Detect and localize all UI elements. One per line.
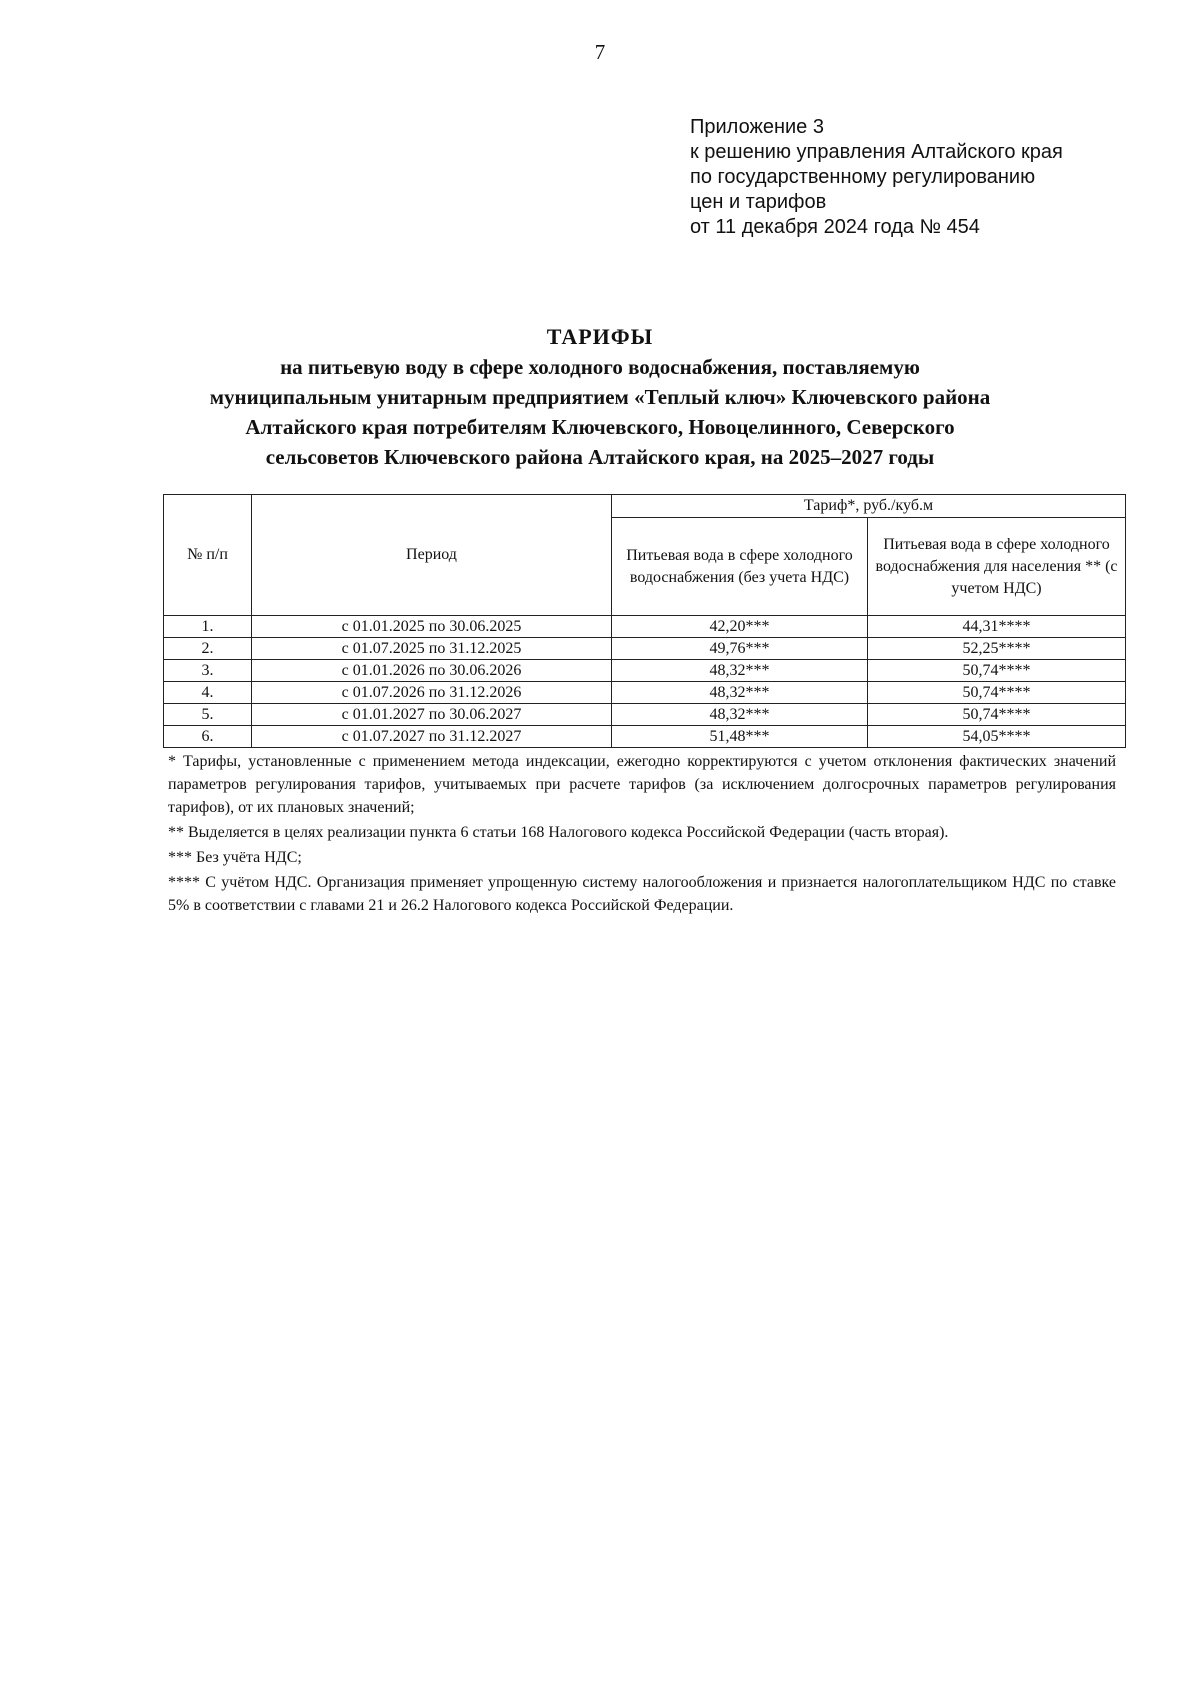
cell-tariff-a: 51,48*** — [612, 726, 868, 748]
footnote: **** С учётом НДС. Организация применяет упрощенную систему налогообложения и признается налогоплательщиком НДС по ставке 5% в соответствии с главами 21 и 26.2 Налогового кодекса Российской Федерации. — [168, 874, 1116, 914]
title-line: муниципальным унитарным предприятием «Теплый ключ» Ключевского района — [209, 385, 991, 409]
header-tariff: Тариф*, руб./куб.м — [612, 495, 1126, 518]
appendix-block — [690, 115, 1160, 240]
footnotes — [168, 750, 1116, 917]
appendix-line: цен и тарифов — [690, 191, 827, 213]
cell-tariff-a: 48,32*** — [612, 704, 868, 726]
cell-period: с 01.01.2026 по 30.06.2026 — [252, 660, 612, 682]
cell-tariff-a: 49,76*** — [612, 638, 868, 660]
table-row — [164, 726, 1126, 748]
title-line: Алтайского края потребителям Ключевского, Новоцелинного, Северского — [245, 415, 955, 439]
footnote: ** Выделяется в целях реализации пункта 6 статьи 168 Налогового кодекса Российской Федерации (часть вторая). — [168, 824, 949, 841]
cell-tariff-b: 52,25**** — [868, 638, 1126, 660]
table-row — [164, 638, 1126, 660]
header-period: Период — [252, 495, 612, 616]
footnote: * Тарифы, установленные с применением метода индексации, ежегодно корректируются с учетом отклонения фактических значений параметров регулирования тарифов, учитываемых при расчете тарифов (за исключением долгосрочных параметров регулирования тарифов), от их плановых значений; — [168, 753, 1116, 816]
cell-tariff-a: 48,32*** — [612, 682, 868, 704]
cell-num: 5. — [164, 704, 252, 726]
title-main: ТАРИФЫ — [546, 324, 654, 349]
tariff-table — [163, 494, 1126, 748]
appendix-line: от 11 декабря 2024 года № 454 — [690, 216, 980, 238]
cell-period: с 01.01.2025 по 30.06.2025 — [252, 616, 612, 638]
cell-tariff-b: 50,74**** — [868, 682, 1126, 704]
cell-num: 3. — [164, 660, 252, 682]
header-col-b: Питьевая вода в сфере холодного водоснабжения для населения ** (с учетом НДС) — [868, 518, 1126, 616]
cell-num: 1. — [164, 616, 252, 638]
table-row — [164, 682, 1126, 704]
cell-num: 2. — [164, 638, 252, 660]
cell-tariff-b: 50,74**** — [868, 660, 1126, 682]
document-title — [120, 322, 1080, 472]
cell-period: с 01.07.2027 по 31.12.2027 — [252, 726, 612, 748]
cell-tariff-b: 50,74**** — [868, 704, 1126, 726]
table-row — [164, 616, 1126, 638]
appendix-line: по государственному регулированию — [690, 166, 1036, 188]
cell-tariff-a: 42,20*** — [612, 616, 868, 638]
cell-period: с 01.07.2026 по 31.12.2026 — [252, 682, 612, 704]
header-col-a: Питьевая вода в сфере холодного водоснабжения (без учета НДС) — [612, 518, 868, 616]
table-row — [164, 660, 1126, 682]
appendix-line: к решению управления Алтайского края — [690, 141, 1063, 163]
cell-period: с 01.01.2027 по 30.06.2027 — [252, 704, 612, 726]
cell-num: 4. — [164, 682, 252, 704]
table-row — [164, 704, 1126, 726]
cell-tariff-b: 44,31**** — [868, 616, 1126, 638]
appendix-line: Приложение 3 — [690, 116, 824, 138]
cell-num: 6. — [164, 726, 252, 748]
title-line: на питьевую воду в сфере холодного водоснабжения, поставляемую — [280, 355, 920, 379]
cell-tariff-a: 48,32*** — [612, 660, 868, 682]
title-line: сельсоветов Ключевского района Алтайского края, на 2025–2027 годы — [265, 445, 935, 469]
cell-period: с 01.07.2025 по 31.12.2025 — [252, 638, 612, 660]
header-num: № п/п — [164, 495, 252, 616]
page-number: 7 — [594, 40, 606, 64]
footnote: *** Без учёта НДС; — [168, 849, 302, 866]
cell-tariff-b: 54,05**** — [868, 726, 1126, 748]
